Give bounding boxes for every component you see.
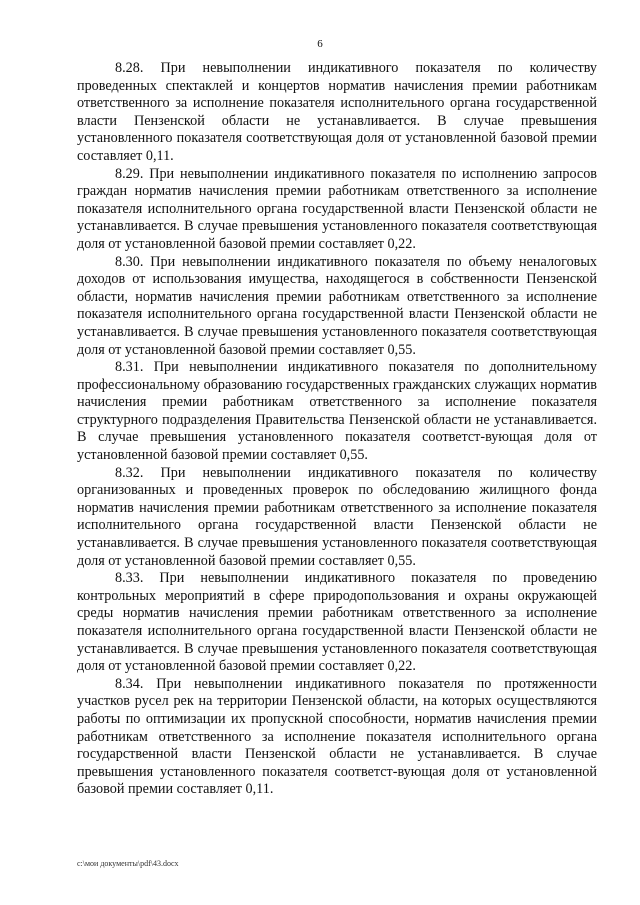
footer-file-path: c:\мои документы\pdf\43.docx	[77, 859, 179, 868]
paragraph-8-34: 8.34. При невыполнении индикативного показателя по протяженности участков русел рек на территории Пензенской области, на которых осуществляются работы по оптимизации их пропускной способности, норматив начисления премии работникам ответственного за исполнение показателя исполнительного органа государственной власти Пензенской области не устанавливается. В случае превышения установленного показателя соответст-вующая доля от установленной базовой премии составляет 0,11.	[77, 675, 597, 798]
document-body	[77, 60, 597, 799]
paragraph-8-30: 8.30. При невыполнении индикативного показателя по объему неналоговых доходов от использования имущества, находящегося в собственности Пензенской области, норматив начисления премии работникам ответственного за исполнение показателя исполнительного органа государственной власти Пензенской области не устанавливается. В случае превышения установленного показателя соответствующая доля от установленной базовой премии составляет 0,55.	[77, 253, 597, 358]
paragraph-8-33: 8.33. При невыполнении индикативного показателя по проведению контрольных мероприятий в сфере природопользования и охраны окружающей среды норматив начисления премии работникам ответственного за исполнение показателя исполнительного органа государственной власти Пензенской области не устанавливается. В случае превышения установленного показателя соответствующая доля от установленной базовой премии составляет 0,22.	[77, 570, 597, 675]
page-number: 6	[317, 38, 323, 50]
paragraph-8-31: 8.31. При невыполнении индикативного показателя по дополнительному профессиональному образованию государственных гражданских служащих норматив начисления премии работникам ответственного за исполнение показателя структурного подразделения Правительства Пензенской области не устанавливается. В случае превышения установленного показателя соответст-вующая доля от установленной базовой премии составляет 0,55.	[77, 359, 597, 464]
paragraph-8-32: 8.32. При невыполнении индикативного показателя по количеству организованных и проведенных проверок по обследованию жилищного фонда норматив начисления премии работникам ответственного за исполнение показателя исполнительного органа государственной власти Пензенской области не устанавливается. В случае превышения установленного показателя соответствующая доля от установленной базовой премии составляет 0,55.	[77, 464, 597, 569]
paragraph-8-28: 8.28. При невыполнении индикативного показателя по количеству проведенных спектаклей и концертов норматив начисления премии работникам ответственного за исполнение показателя исполнительного органа государственной власти Пензенской области не устанавливается. В случае превышения установленного показателя соответствующая доля от установленной базовой премии составляет 0,11.	[77, 60, 597, 164]
paragraph-8-29: 8.29. При невыполнении индикативного показателя по исполнению запросов граждан норматив начисления премии работникам ответственного за исполнение показателя исполнительного органа государственной власти Пензенской области не устанавливается. В случае превышения установленного показателя соответствующая доля от установленной базовой премии составляет 0,22.	[77, 165, 597, 252]
